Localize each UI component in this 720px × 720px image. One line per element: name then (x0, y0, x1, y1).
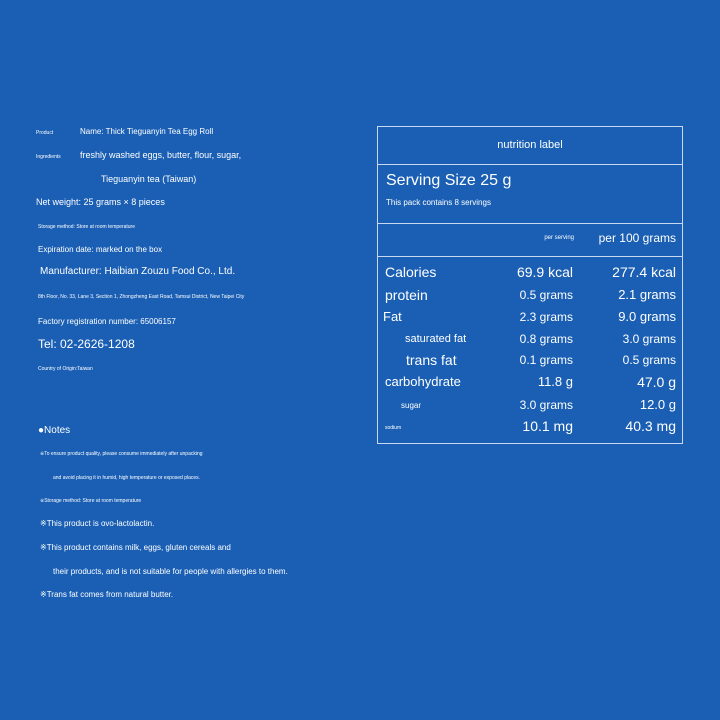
nutrient-per-100g: 277.4 kcal (612, 264, 676, 280)
nutrient-per-serving: 2.3 grams (519, 310, 573, 324)
nutrient-row-saturated-fat (378, 331, 682, 353)
ingredients-line-2: Tieguanyin tea (Taiwan) (101, 174, 197, 184)
factory-registration: Factory registration number: 65006157 (38, 317, 176, 326)
nutrient-name: sugar (401, 401, 422, 410)
nutrient-name: protein (385, 287, 428, 303)
nutrient-name: trans fat (406, 352, 457, 368)
expiration-date: Expiration date: marked on the box (38, 245, 163, 254)
country-of-origin: Country of Origin:Taiwan (38, 366, 93, 372)
nutrient-per-100g: 3.0 grams (622, 332, 676, 346)
nutrient-row-trans-fat (378, 352, 682, 374)
note-line: and avoid placing it in humid, high temperature or exposed places. (53, 475, 201, 481)
nutrient-per-100g: 0.5 grams (622, 353, 676, 367)
nutrient-per-100g: 47.0 g (637, 374, 676, 390)
nutrient-row-protein (378, 287, 682, 309)
product-name: Name: Thick Tieguanyin Tea Egg Roll (80, 127, 214, 136)
telephone: Tel: 02-2626-1208 (38, 337, 135, 351)
nutrient-per-serving: 10.1 mg (522, 418, 573, 434)
nutrient-per-100g: 40.3 mg (625, 418, 676, 434)
nutrient-per-100g: 12.0 g (639, 397, 676, 412)
note-line: ※To ensure product quality, please consume immediately after unpacking (40, 451, 203, 457)
nutrition-label-title: nutrition label (497, 139, 563, 151)
note-line: ※Trans fat comes from natural butter. (40, 590, 174, 599)
nutrient-name: Calories (385, 264, 437, 280)
net-weight: Net weight: 25 grams × 8 pieces (36, 197, 165, 207)
nutrient-name: Fat (383, 309, 402, 324)
manufacturer: Manufacturer: Haibian Zouzu Food Co., Ltd. (40, 266, 236, 277)
divider (378, 256, 682, 257)
nutrient-row-fat (378, 309, 682, 331)
product-name-label: Product (36, 130, 54, 136)
divider (378, 164, 682, 165)
nutrient-name: saturated fat (405, 333, 467, 345)
nutrient-per-serving: 0.1 grams (519, 353, 573, 367)
nutrient-name: carbohydrate (385, 374, 461, 389)
header-per-serving: per serving (544, 235, 574, 241)
notes-heading: ●Notes (38, 425, 71, 436)
address: 8th Floor, No. 33, Lane 3, Section 1, Zhongzheng East Road, Tamsui District, New Taipei City (38, 294, 245, 300)
ingredients-label: Ingredients (36, 154, 61, 160)
divider (378, 223, 682, 224)
serving-size: Serving Size 25 g (386, 172, 512, 189)
nutrient-per-serving: 69.9 kcal (516, 264, 573, 280)
nutrient-per-serving: 3.0 grams (519, 398, 573, 412)
nutrient-per-100g: 9.0 grams (618, 309, 676, 324)
nutrient-row-carbohydrate (378, 374, 682, 396)
note-line: ※Storage method: Store at room temperature (40, 498, 142, 504)
storage-method: Storage method: Store at room temperature (38, 224, 135, 230)
nutrition-label-panel (377, 126, 683, 444)
nutrient-row-sodium (378, 418, 682, 440)
nutrient-row-calories (378, 264, 682, 286)
note-line: ※This product is ovo-lactolactin. (40, 519, 155, 528)
nutrient-row-sugar (378, 397, 682, 419)
pack-contains: This pack contains 8 servings (386, 198, 491, 207)
nutrient-per-100g: 2.1 grams (618, 287, 676, 302)
nutrient-per-serving: 11.8 g (537, 374, 573, 389)
nutrient-per-serving: 0.5 grams (519, 288, 573, 302)
nutrient-per-serving: 0.8 grams (519, 332, 573, 346)
nutrient-name: sodium (385, 425, 402, 431)
ingredients-line-1: freshly washed eggs, butter, flour, sugar, (80, 150, 242, 160)
note-line: their products, and is not suitable for people with allergies to them. (53, 567, 288, 576)
note-line: ※This product contains milk, eggs, gluten cereals and (40, 543, 231, 552)
header-per-100g: per 100 grams (598, 231, 676, 245)
